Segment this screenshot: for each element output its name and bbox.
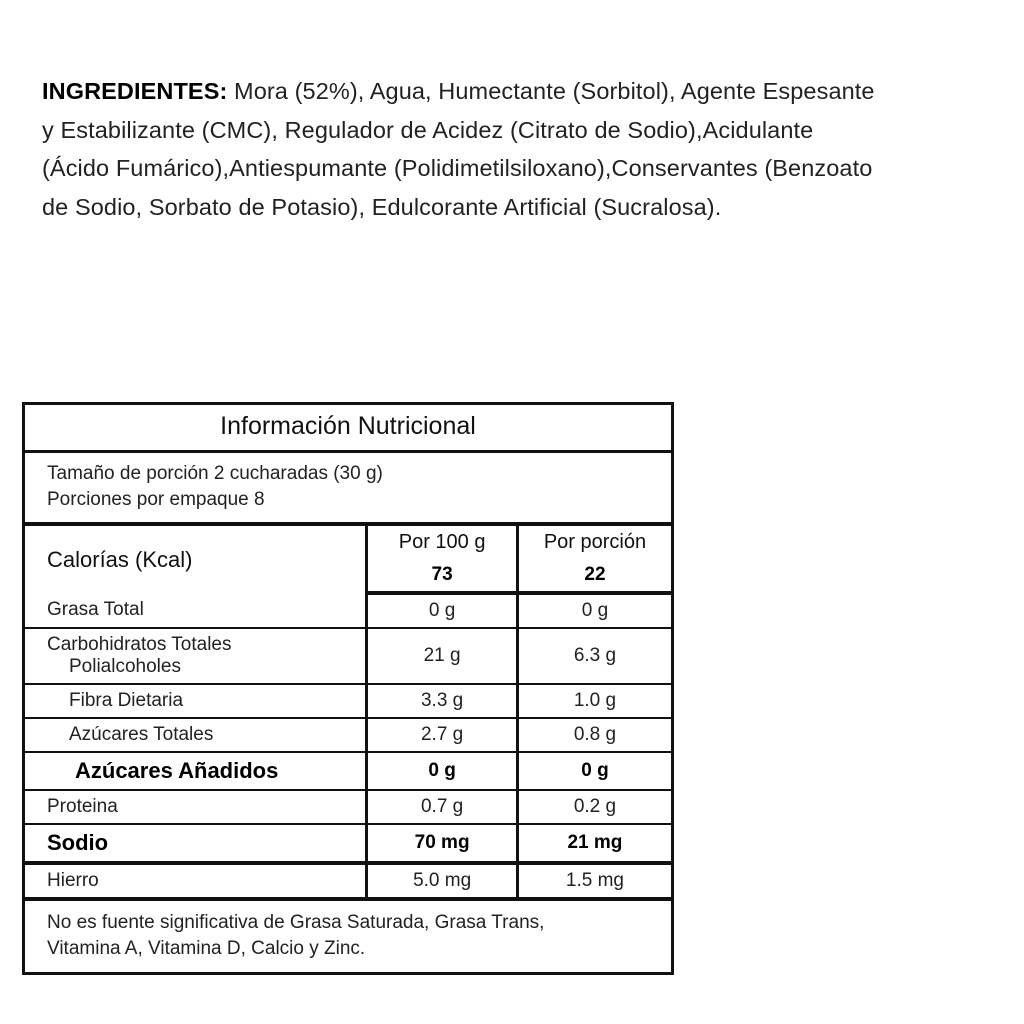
row-label-fibra-dietaria: Fibra Dietaria: [25, 684, 367, 718]
row-label-azucares-totales: Azúcares Totales: [25, 718, 367, 752]
table-row: [25, 718, 671, 752]
row-value-azucares-totales-per-portion: 0.8 g: [517, 718, 671, 752]
ingredients-block: [42, 72, 882, 226]
nutrition-facts-panel: [22, 402, 674, 975]
nutrition-footnote: [25, 897, 671, 971]
row-label-hierro: Hierro: [25, 863, 367, 897]
table-row: [25, 863, 671, 897]
row-value-azucares-totales-per-100g: 2.7 g: [367, 718, 518, 752]
row-label-grasa-total: Grasa Total: [25, 593, 367, 628]
row-label-sodio: Sodio: [25, 824, 367, 863]
table-row: [25, 790, 671, 824]
table-row: [25, 628, 671, 684]
row-value-azucares-anadidos-per-100g: 0 g: [367, 752, 518, 790]
row-label-carbohidratos: [25, 628, 367, 684]
calories-label: Calorías (Kcal): [25, 526, 367, 593]
row-label-azucares-anadidos: Azúcares Añadidos: [25, 752, 367, 790]
row-value-fibra-per-100g: 3.3 g: [367, 684, 518, 718]
calories-per-100g: 73: [367, 559, 518, 593]
serving-size: Tamaño de porción 2 cucharadas (30 g): [47, 463, 383, 484]
column-header-per-100g: Por 100 g: [367, 526, 518, 559]
row-value-hierro-per-portion: 1.5 mg: [565, 870, 624, 892]
column-header-per-portion: Por porción: [543, 531, 647, 554]
row-value-sodio-per-portion: 21 mg: [517, 824, 671, 863]
servings-per-package: Porciones por empaque 8: [47, 489, 265, 511]
nutrition-title: Información Nutricional: [25, 405, 671, 453]
ingredients-label: INGREDIENTES:: [42, 78, 228, 104]
table-row: [25, 824, 671, 863]
row-label-proteina: Proteina: [25, 790, 367, 824]
ingredients-text: Mora (52%), Agua, Humectante (Sorbitol), Agente Espesante y Estabilizante (CMC), Regulador de Acidez (Citrato de Sodio),Acidulante (Ácido Fumárico),Antiespumante (Polidimetilsiloxano),Conservantes (Benzoato de Sodio, Sorbato de Potasio), Edulcorante Artificial (Sucralosa).: [42, 78, 875, 220]
footnote-line-2: Vitamina A, Vitamina D, Calcio y Zinc.: [47, 938, 366, 960]
nutrition-table: [25, 526, 671, 897]
row-value-proteina-per-100g: 0.7 g: [367, 790, 518, 824]
row-value-grasa-total-per-100g: 0 g: [367, 593, 518, 628]
row-value-sodio-per-100g: 70 mg: [367, 824, 518, 863]
table-row: [25, 752, 671, 790]
row-value-grasa-total-per-portion: 0 g: [517, 593, 671, 628]
serving-info: [25, 453, 671, 526]
footnote-line-1: No es fuente significativa de Grasa Saturada, Grasa Trans,: [47, 912, 545, 934]
row-value-hierro-per-100g: 5.0 mg: [367, 863, 518, 897]
row-value-carbohidratos-per-100g: 21 g: [367, 628, 518, 684]
row-value-azucares-anadidos-per-portion: 0 g: [517, 752, 671, 790]
row-label-carbohidratos-main: Carbohidratos Totales: [47, 634, 232, 656]
row-value-proteina-per-portion: 0.2 g: [517, 790, 671, 824]
row-label-polialcoholes: Polialcoholes: [69, 656, 181, 678]
table-row-calories-header: [25, 526, 671, 559]
row-value-carbohidratos-per-portion: 6.3 g: [517, 628, 671, 684]
table-row: [25, 593, 671, 628]
calories-per-portion: 22: [517, 559, 671, 593]
table-row: [25, 684, 671, 718]
row-value-fibra-per-portion: 1.0 g: [517, 684, 671, 718]
